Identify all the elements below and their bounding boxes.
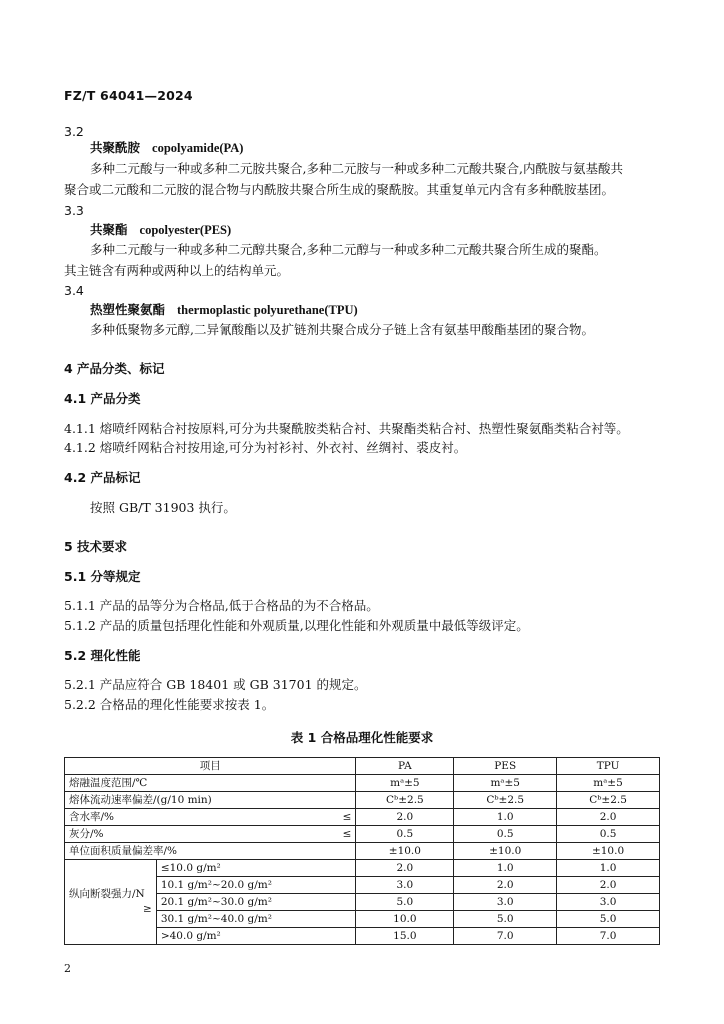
term-copolyamide: 共聚酰胺 copolyamide(PA) — [90, 140, 244, 155]
cell-value: ±10.0 — [557, 843, 660, 860]
cell-value: mᵃ±5 — [356, 775, 454, 792]
header-pa: PA — [356, 758, 454, 775]
table-row — [65, 843, 660, 860]
table-row — [65, 809, 660, 826]
cell-value: 3.0 — [557, 894, 660, 911]
row-label: 灰分/% ≤ — [65, 826, 356, 843]
definition-line: 多种二元酸与一种或多种二元胺共聚合,多种二元胺与一种或多种二元酸共聚合,内酰胺与氨基酸共 — [90, 161, 623, 176]
cell-value: 0.5 — [454, 826, 557, 843]
section-4-heading: 4 产品分类、标记 — [64, 361, 165, 376]
term-tpu: 热塑性聚氨酯 thermoplastic polyurethane(TPU) — [90, 302, 358, 317]
cell-value: 10.0 — [356, 911, 454, 928]
row-label: 单位面积质量偏差率/% — [65, 843, 356, 860]
cell-value: 7.0 — [454, 928, 557, 945]
cell-value: 3.0 — [356, 877, 454, 894]
table-header-row — [65, 758, 660, 775]
row-label: 含水率/% ≤ — [65, 809, 356, 826]
cell-value: 5.0 — [557, 911, 660, 928]
row-label: 熔融温度范围/℃ — [65, 775, 356, 792]
section-5-heading: 5 技术要求 — [64, 539, 128, 554]
row-label: 熔体流动速率偏差/(g/10 min) — [65, 792, 356, 809]
cell-value: 2.0 — [454, 877, 557, 894]
table-caption: 表 1 合格品理化性能要求 — [290, 730, 434, 745]
page-number: 2 — [64, 962, 71, 975]
range-cell: 20.1 g/m²~30.0 g/m² — [156, 894, 356, 911]
cell-value: 3.0 — [454, 894, 557, 911]
range-cell: 10.1 g/m²~20.0 g/m² — [156, 877, 356, 894]
cell-value: 0.5 — [557, 826, 660, 843]
clause-5-2-1: 5.2.1 产品应符合 GB 18401 或 GB 31701 的规定。 — [64, 677, 367, 692]
clause-5-2-2: 5.2.2 合格品的理化性能要求按表 1。 — [64, 697, 275, 712]
cell-value: 1.0 — [557, 860, 660, 877]
cell-value: Cᵇ±2.5 — [356, 792, 454, 809]
cell-value: mᵃ±5 — [557, 775, 660, 792]
comparison-symbol: ≤ — [342, 810, 352, 823]
clause-3-3-number: 3.3 — [64, 203, 84, 218]
cell-value: 0.5 — [356, 826, 454, 843]
clause-4-1-2: 4.1.2 熔喷纤网粘合衬按用途,可分为衬衫衬、外衣衬、丝绸衬、裘皮衬。 — [64, 440, 467, 455]
cell-value: 2.0 — [356, 809, 454, 826]
section-5-1-heading: 5.1 分等规定 — [64, 569, 141, 584]
cell-value: 2.0 — [356, 860, 454, 877]
clause-3-4-number: 3.4 — [64, 283, 84, 298]
clause-5-1-1: 5.1.1 产品的品等分为合格品,低于合格品的为不合格品。 — [64, 598, 379, 613]
section-4-2-heading: 4.2 产品标记 — [64, 470, 141, 485]
cell-value: 7.0 — [557, 928, 660, 945]
comparison-symbol: ≤ — [342, 827, 352, 840]
table-row — [65, 860, 660, 877]
cell-value: 5.0 — [356, 894, 454, 911]
definition-line: 多种低聚物多元醇,二异氰酸酯以及扩链剂共聚合成分子链上含有氨基甲酸酯基团的聚合物。 — [90, 322, 594, 337]
range-cell: ≤10.0 g/m² — [156, 860, 356, 877]
table-row — [65, 775, 660, 792]
section-4-1-heading: 4.1 产品分类 — [64, 391, 141, 406]
definition-line: 多种二元酸与一种或多种二元醇共聚合,多种二元醇与一种或多种二元酸共聚合所生成的聚酯。 — [90, 242, 607, 257]
header-tpu: TPU — [557, 758, 660, 775]
cell-value: Cᵇ±2.5 — [557, 792, 660, 809]
section-5-2-heading: 5.2 理化性能 — [64, 648, 141, 663]
cell-value: ±10.0 — [356, 843, 454, 860]
definition-line: 其主链含有两种或两种以上的结构单元。 — [64, 263, 290, 278]
clause-4-2-body: 按照 GB/T 31903 执行。 — [90, 500, 236, 515]
range-cell: 30.1 g/m²~40.0 g/m² — [156, 911, 356, 928]
clause-4-1-1: 4.1.1 熔喷纤网粘合衬按原料,可分为共聚酰胺类粘合衬、共聚酯类粘合衬、热塑性聚氨酯类粘合衬等。 — [64, 421, 629, 436]
cell-value: 2.0 — [557, 877, 660, 894]
cell-value: 15.0 — [356, 928, 454, 945]
table-row — [65, 792, 660, 809]
header-item: 项目 — [65, 758, 356, 775]
table-row — [65, 826, 660, 843]
cell-value: 5.0 — [454, 911, 557, 928]
cell-value: mᵃ±5 — [454, 775, 557, 792]
cell-value: Cᵇ±2.5 — [454, 792, 557, 809]
clause-3-2-number: 3.2 — [64, 124, 84, 139]
standard-code-header: FZ/T 64041—2024 — [64, 88, 193, 103]
clause-5-1-2: 5.1.2 产品的质量包括理化性能和外观质量,以理化性能和外观质量中最低等级评定。 — [64, 618, 529, 633]
range-cell: >40.0 g/m² — [156, 928, 356, 945]
strength-label-cell: 纵向断裂强力/N ≥ — [65, 860, 157, 945]
property-table — [64, 757, 660, 945]
cell-value: 1.0 — [454, 860, 557, 877]
cell-value: 2.0 — [557, 809, 660, 826]
header-pes: PES — [454, 758, 557, 775]
term-copolyester: 共聚酯 copolyester(PES) — [90, 222, 232, 237]
comparison-symbol: ≥ — [143, 903, 152, 915]
cell-value: ±10.0 — [454, 843, 557, 860]
cell-value: 1.0 — [454, 809, 557, 826]
definition-line: 聚合或二元酸和二元胺的混合物与内酰胺共聚合所生成的聚酰胺。其重复单元内含有多种酰胺基团。 — [64, 182, 615, 197]
